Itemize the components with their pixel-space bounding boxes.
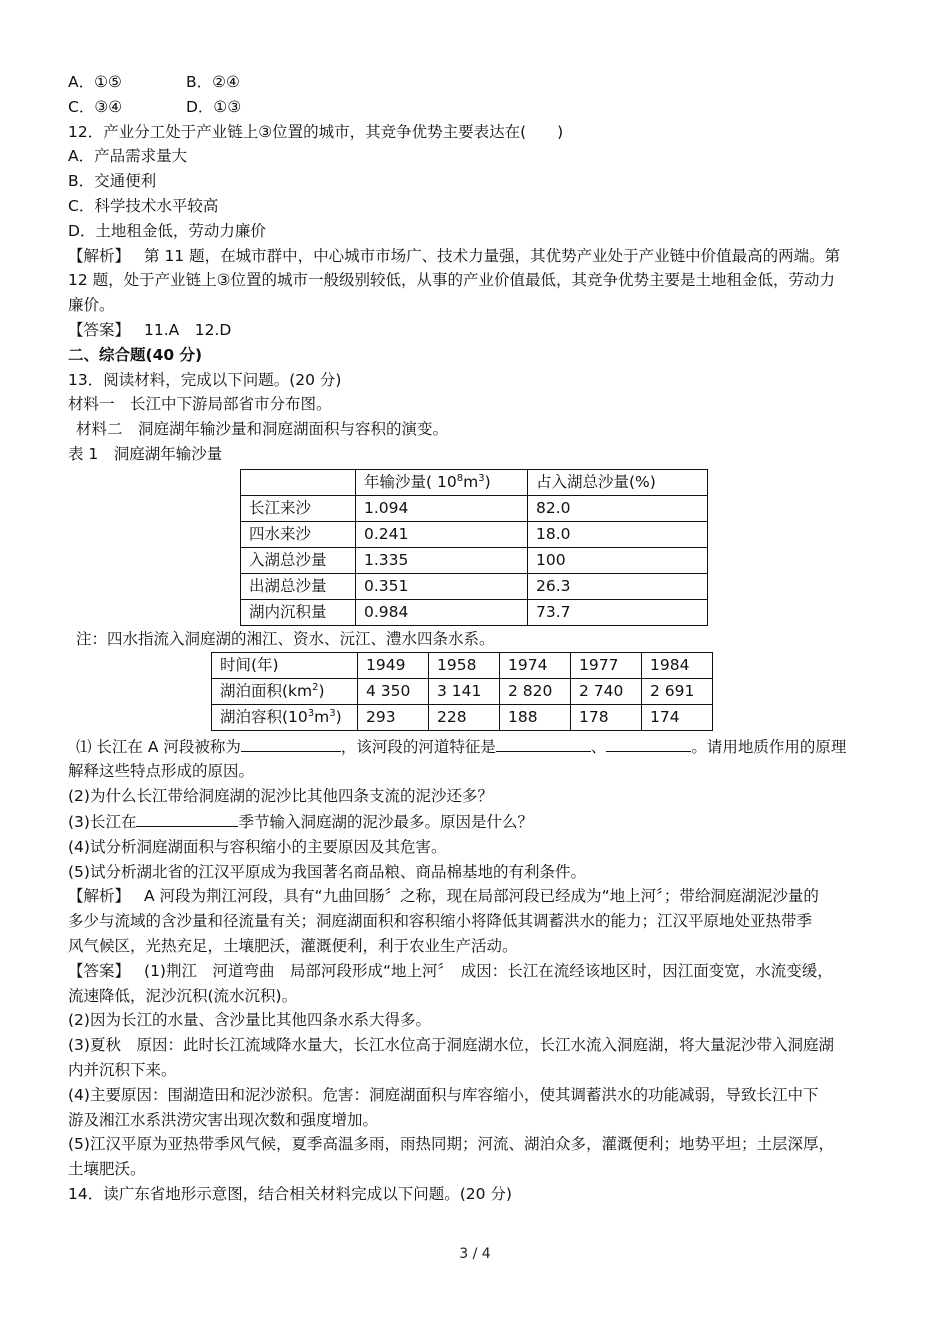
explanation-1-line-1 <box>68 244 883 269</box>
answer-blank[interactable] <box>136 809 238 827</box>
table-cell: 1977 <box>571 652 642 678</box>
answer-label: 【答案】 <box>68 320 131 339</box>
table-cell: 1949 <box>358 652 429 678</box>
table-cell: 1984 <box>642 652 713 678</box>
table-cell: 178 <box>571 704 642 730</box>
explanation-2-line-3: 风气候区，光热充足，土壤肥沃，灌溉便利，利于农业生产活动。 <box>68 936 518 955</box>
table-cell: 长江来沙 <box>241 495 356 521</box>
table-row <box>241 573 708 599</box>
answer-2-line-3: (2)因为长江的水量、含沙量比其他四条水系大得多。 <box>68 1011 431 1030</box>
table-cell: 26.3 <box>528 573 708 599</box>
explanation-2-line-2: 多少与流域的含沙量和径流量有关；洞庭湖面积和容积缩小将降低其调蓄洪水的能力；江汉平原地处亚热带季 <box>68 912 813 931</box>
explanation-1-line-2: 12 题，处于产业链上③位置的城市一般级别较低，从事的产业价值最低，其竞争优势主要是土地租金低，劳动力 <box>68 271 836 290</box>
q12-option-b: B．交通便利 <box>68 172 157 191</box>
answer-2-line-1 <box>68 959 883 984</box>
table-header-row <box>241 469 708 495</box>
q13-sub-1-text: ，该河段的河道特征是 <box>340 737 496 756</box>
q13-sub-1 <box>68 734 883 760</box>
table-cell: 湖泊面积$(km^2)$ <box>212 678 358 704</box>
table-cell: 0.984 <box>356 599 528 625</box>
table-cell: 湖内沉积量 <box>241 599 356 625</box>
q13-sub-5: (5)试分析湖北省的江汉平原成为我国著名商品粮、商品棉基地的有利条件。 <box>68 862 586 881</box>
table-note: 注：四水指流入洞庭湖的湘江、资水、沅江、澧水四条水系。 <box>76 629 495 648</box>
material-1: 材料一 长江中下游局部省市分布图。 <box>68 395 332 414</box>
table-cell: 湖泊容积$(10^3m^3)$ <box>212 704 358 730</box>
table-cell: 四水来沙 <box>241 521 356 547</box>
answer-text: (1)荆江 河道弯曲 局部河段形成“地上河〞 成因：长江在流经该地区时，因江面变宽，水流变缓， <box>144 961 833 980</box>
material-2: 材料二 洞庭湖年输沙量和洞庭湖面积与容积的演变。 <box>76 420 449 439</box>
q12-stem: 12．产业分工处于产业链上③位置的城市，其竞争优势主要表达在( ) <box>68 122 564 141</box>
table-row <box>241 495 708 521</box>
q13-sub-1-text: ⑴ 长江在 A 河段被称为 <box>76 737 241 756</box>
table-cell: 2 691 <box>642 678 713 704</box>
answer-2-line-5: 内并沉积下来。 <box>68 1060 177 1079</box>
explanation-1-line-3: 廉价。 <box>68 296 115 315</box>
option-d: D．①③ <box>186 97 242 116</box>
answer-label: 【答案】 <box>68 961 131 980</box>
options-row-2 <box>68 95 883 120</box>
q13-sub-3-text: (3)长江在 <box>68 812 137 831</box>
option-a: A．①⑤ <box>68 73 122 91</box>
q13-sub-2: (2)为什么长江带给洞庭湖的泥沙比其他四条支流的泥沙还多？ <box>68 787 493 806</box>
answer-text: 11.A 12.D <box>144 320 232 339</box>
table-cell: 174 <box>642 704 713 730</box>
q13-stem: 13．阅读材料，完成以下问题。(20 分) <box>68 370 342 389</box>
table-cell: 1.094 <box>356 495 528 521</box>
answer-blank[interactable] <box>606 734 691 752</box>
table-cell: 73.7 <box>528 599 708 625</box>
table-cell: 出湖总沙量 <box>241 573 356 599</box>
answer-1 <box>68 318 883 343</box>
document-page <box>68 70 883 1207</box>
answer-2-line-9: 土壤肥沃。 <box>68 1160 146 1179</box>
lake-evolution-table <box>211 652 713 731</box>
table-row <box>241 599 708 625</box>
table-cell: 1958 <box>429 652 500 678</box>
q12-option-c: C．科学技术水平较高 <box>68 196 219 215</box>
explanation-2-line-1 <box>68 884 883 909</box>
table-cell: 1.335 <box>356 547 528 573</box>
table-cell: 3 141 <box>429 678 500 704</box>
answer-blank[interactable] <box>241 734 341 752</box>
answer-2-line-4: (3)夏秋 原因：此时长江流域降水量大，长江水位高于洞庭湖水位，长江水流入洞庭湖，将大量泥沙带入洞庭湖 <box>68 1036 834 1055</box>
table-cell: 100 <box>528 547 708 573</box>
table-header-cell: 年输沙量( $10^8m^3$) <box>356 469 528 495</box>
table-cell: 0.351 <box>356 573 528 599</box>
explanation-label: 【解析】 <box>68 246 131 265</box>
table-cell: 0.241 <box>356 521 528 547</box>
q12-option-a: A．产品需求量大 <box>68 147 188 166</box>
table-cell: 2 740 <box>571 678 642 704</box>
table-row <box>241 547 708 573</box>
sediment-table <box>240 469 708 626</box>
explanation-label: 【解析】 <box>68 887 131 906</box>
answer-blank[interactable] <box>496 734 591 752</box>
table-cell: 228 <box>429 704 500 730</box>
q13-sub-3 <box>68 809 883 835</box>
answer-2-line-2: 流速降低，泥沙沉积(流水沉积)。 <box>68 986 298 1005</box>
explanation-text: 第 11 题，在城市群中，中心城市市场广、技术力量强，其优势产业处于产业链中价值最高的两端。第 <box>144 246 841 265</box>
page-number: 3 / 4 <box>459 1246 491 1262</box>
q13-sub-1-text: 、 <box>590 737 607 756</box>
q13-sub-3-text: 季节输入洞庭湖的泥沙最多。原因是什么？ <box>238 812 533 831</box>
q12-option-d: D．土地租金低，劳动力廉价 <box>68 221 266 240</box>
table-header-cell: 占入湖总沙量(%) <box>528 469 708 495</box>
answer-2-line-7: 游及湘江水系洪涝灾害出现次数和强度增加。 <box>68 1110 379 1129</box>
table-row <box>212 678 713 704</box>
explanation-text: A 河段为荆江河段，具有“九曲回肠〞之称，现在局部河段已经成为“地上河〞；带给洞庭湖泥沙量的 <box>144 887 819 906</box>
table-1-caption: 表 1 洞庭湖年输沙量 <box>68 444 223 463</box>
q14-stem: 14．读广东省地形示意图，结合相关材料完成以下问题。(20 分) <box>68 1184 512 1203</box>
table-row <box>212 652 713 678</box>
answer-2-line-8: (5)江汉平原为亚热带季风气候，夏季高温多雨，雨热同期；河流、湖泊众多，灌溉便利；地势平坦；土层深厚， <box>68 1135 834 1154</box>
q13-sub-4: (4)试分析洞庭湖面积与容积缩小的主要原因及其危害。 <box>68 837 447 856</box>
table-cell: 18.0 <box>528 521 708 547</box>
option-b: B．②④ <box>186 73 240 91</box>
answer-2-line-6: (4)主要原因：围湖造田和泥沙淤积。危害：洞庭湖面积与库容缩小，使其调蓄洪水的功能减弱，导致长江中下 <box>68 1085 819 1104</box>
q13-sub-1-text: 。请用地质作用的原理 <box>691 737 847 756</box>
table-cell: 2 820 <box>500 678 571 704</box>
section-title: 二、综合题(40 分) <box>68 345 203 364</box>
options-row-1 <box>68 70 883 95</box>
table-cell: 293 <box>358 704 429 730</box>
table-cell: 82.0 <box>528 495 708 521</box>
q13-sub-1-continued: 解释这些特点形成的原因。 <box>68 762 255 781</box>
option-c: C．③④ <box>68 97 123 116</box>
table-row <box>212 704 713 730</box>
table-cell: 1974 <box>500 652 571 678</box>
table-cell: 188 <box>500 704 571 730</box>
table-cell: 4 350 <box>358 678 429 704</box>
table-row <box>241 521 708 547</box>
table-header-cell <box>241 469 356 495</box>
table-cell: 入湖总沙量 <box>241 547 356 573</box>
table-cell: 时间(年) <box>212 652 358 678</box>
